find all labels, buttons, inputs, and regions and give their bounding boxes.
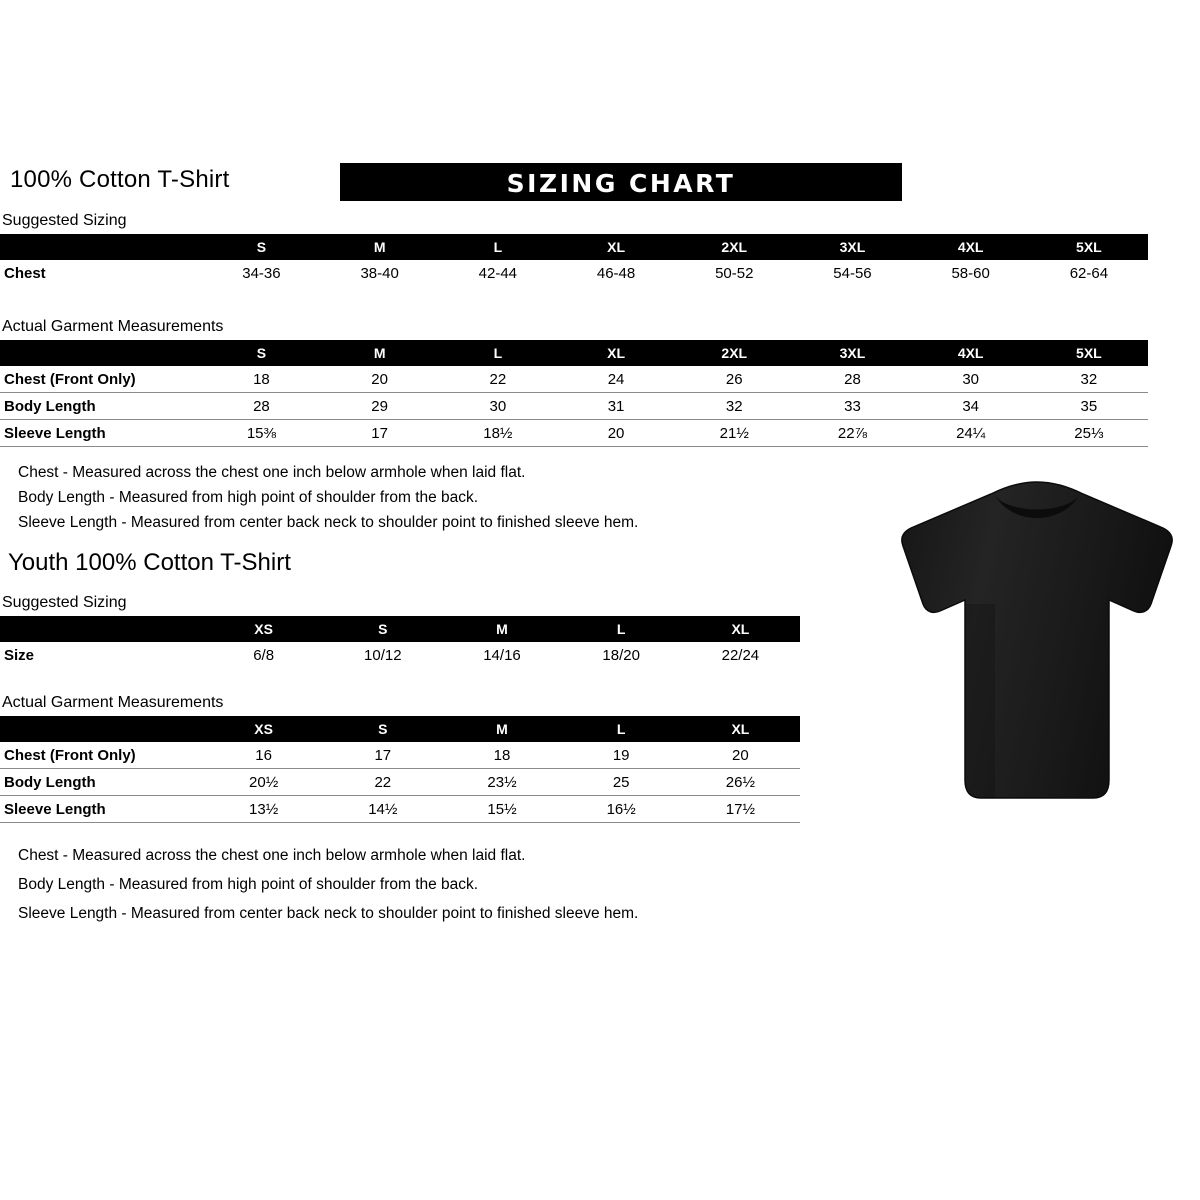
table-cell: 25⅓	[1030, 420, 1148, 447]
header-cell	[0, 616, 204, 642]
table-cell: 31	[557, 393, 675, 420]
table-cell: 15⅜	[202, 420, 320, 447]
header-cell: L	[562, 616, 681, 642]
table-cell: 38-40	[360, 264, 399, 282]
table-cell: 18	[202, 366, 320, 393]
table-cell: 30	[912, 366, 1030, 393]
header-cell: 2XL	[675, 234, 793, 260]
header-cell: M	[321, 340, 439, 366]
header-cell: XS	[204, 616, 323, 642]
youth-actual-measurements-label: Actual Garment Measurements	[2, 694, 224, 711]
sizing-chart-banner	[340, 163, 902, 201]
header-cell: M	[442, 716, 561, 742]
table-cell: 6/8	[253, 646, 275, 664]
header-cell: XL	[681, 616, 800, 642]
table-cell: 22/24	[721, 646, 760, 664]
table-cell: 14½	[323, 796, 442, 823]
header-cell: 5XL	[1030, 340, 1148, 366]
table-row	[0, 796, 800, 823]
table-cell: 34	[912, 393, 1030, 420]
table-cell: 20	[557, 420, 675, 447]
adult-actual-measurements-table	[0, 340, 1148, 447]
row-label: Body Length	[0, 393, 202, 420]
youth-measurement-notes	[18, 841, 638, 928]
header-cell: S	[202, 340, 320, 366]
adult-section-title: 100% Cotton T-Shirt	[10, 166, 230, 193]
row-label: Body Length	[0, 769, 204, 796]
header-cell	[0, 234, 202, 260]
header-cell: 3XL	[793, 234, 911, 260]
table-cell: 20	[681, 742, 800, 769]
table-header-row	[0, 340, 1148, 366]
row-label: Sleeve Length	[0, 796, 204, 823]
table-cell: 54-56	[833, 264, 872, 282]
header-cell: L	[562, 716, 681, 742]
table-row	[0, 742, 800, 769]
table-cell: 18	[442, 742, 561, 769]
table-cell: 26	[675, 366, 793, 393]
tshirt-icon	[895, 480, 1180, 810]
header-cell: 2XL	[675, 340, 793, 366]
tshirt-product-image	[895, 480, 1180, 810]
table-cell: 20½	[204, 769, 323, 796]
table-cell: 19	[562, 742, 681, 769]
table-cell: 62-64	[1069, 264, 1109, 282]
note-sleeve-length: Sleeve Length - Measured from center back neck to shoulder point to finished sleeve hem.	[18, 905, 639, 922]
youth-suggested-sizing-table	[0, 616, 800, 668]
header-cell: XL	[557, 234, 675, 260]
header-cell: XL	[681, 716, 800, 742]
table-header-row	[0, 616, 800, 642]
table-cell: 29	[321, 393, 439, 420]
header-cell: S	[323, 716, 442, 742]
table-cell: 23½	[442, 769, 561, 796]
header-cell: 4XL	[912, 234, 1030, 260]
table-cell: 14/16	[483, 646, 521, 664]
table-cell: 34-36	[242, 264, 281, 282]
note-body-length: Body Length - Measured from high point of shoulder from the back.	[18, 489, 479, 506]
header-cell: S	[323, 616, 442, 642]
header-cell: L	[439, 234, 557, 260]
table-cell: 33	[793, 393, 911, 420]
table-cell: 21½	[675, 420, 793, 447]
table-cell: 24¼	[912, 420, 1030, 447]
note-sleeve-length: Sleeve Length - Measured from center back neck to shoulder point to finished sleeve hem.	[18, 514, 639, 531]
note-chest: Chest - Measured across the chest one inch below armhole when laid flat.	[18, 464, 526, 481]
table-cell: 32	[1030, 366, 1148, 393]
table-row	[0, 769, 800, 796]
note-body-length: Body Length - Measured from high point of shoulder from the back.	[18, 876, 479, 893]
table-header-row	[0, 716, 800, 742]
table-cell: 17½	[681, 796, 800, 823]
table-cell: 58-60	[951, 264, 990, 282]
header-cell: M	[321, 234, 439, 260]
table-header-row	[0, 234, 1148, 260]
table-cell: 30	[439, 393, 557, 420]
table-cell: 22	[439, 366, 557, 393]
header-cell: S	[202, 234, 320, 260]
table-cell: 26½	[681, 769, 800, 796]
adult-measurement-notes	[18, 460, 638, 535]
header-cell	[0, 716, 204, 742]
table-cell: 17	[321, 420, 439, 447]
table-cell: 15½	[442, 796, 561, 823]
table-cell: 24	[557, 366, 675, 393]
table-cell: 13½	[204, 796, 323, 823]
youth-suggested-sizing-label: Suggested Sizing	[2, 594, 127, 611]
table-cell: 10/12	[364, 646, 402, 664]
table-cell: 16½	[562, 796, 681, 823]
table-row	[0, 393, 1148, 420]
table-cell: 18/20	[602, 646, 640, 664]
table-cell: 22	[323, 769, 442, 796]
table-cell: 22⅞	[793, 420, 911, 447]
youth-section-title: Youth 100% Cotton T-Shirt	[8, 549, 291, 576]
row-label: Sleeve Length	[0, 420, 202, 447]
header-cell: XL	[557, 340, 675, 366]
table-cell: 18½	[439, 420, 557, 447]
table-row	[0, 366, 1148, 393]
table-row	[0, 642, 800, 668]
note-chest: Chest - Measured across the chest one inch below armhole when laid flat.	[18, 847, 526, 864]
header-cell: M	[442, 616, 561, 642]
header-cell	[0, 340, 202, 366]
youth-actual-measurements-table	[0, 716, 800, 823]
table-cell: 25	[562, 769, 681, 796]
table-cell: 28	[793, 366, 911, 393]
table-cell: 17	[323, 742, 442, 769]
table-cell: 28	[202, 393, 320, 420]
header-cell: 3XL	[793, 340, 911, 366]
adult-suggested-sizing-table	[0, 234, 1148, 286]
header-cell: 4XL	[912, 340, 1030, 366]
table-cell: 16	[204, 742, 323, 769]
table-cell: 46-48	[596, 264, 636, 282]
row-label: Chest (Front Only)	[0, 742, 204, 769]
header-cell: L	[439, 340, 557, 366]
table-cell: 20	[321, 366, 439, 393]
adult-actual-measurements-label: Actual Garment Measurements	[2, 318, 224, 335]
row-label: Chest	[4, 264, 46, 282]
table-cell: 42-44	[478, 264, 518, 282]
row-label: Chest (Front Only)	[0, 366, 202, 393]
table-cell: 50-52	[715, 264, 754, 282]
row-label: Size	[4, 646, 35, 664]
table-row	[0, 420, 1148, 447]
table-cell: 35	[1030, 393, 1148, 420]
adult-suggested-sizing-label: Suggested Sizing	[2, 212, 127, 229]
table-cell: 32	[675, 393, 793, 420]
sizing-chart-banner-title: SIZING CHART	[506, 169, 736, 198]
header-cell: XS	[204, 716, 323, 742]
header-cell: 5XL	[1030, 234, 1148, 260]
table-row	[0, 260, 1148, 286]
